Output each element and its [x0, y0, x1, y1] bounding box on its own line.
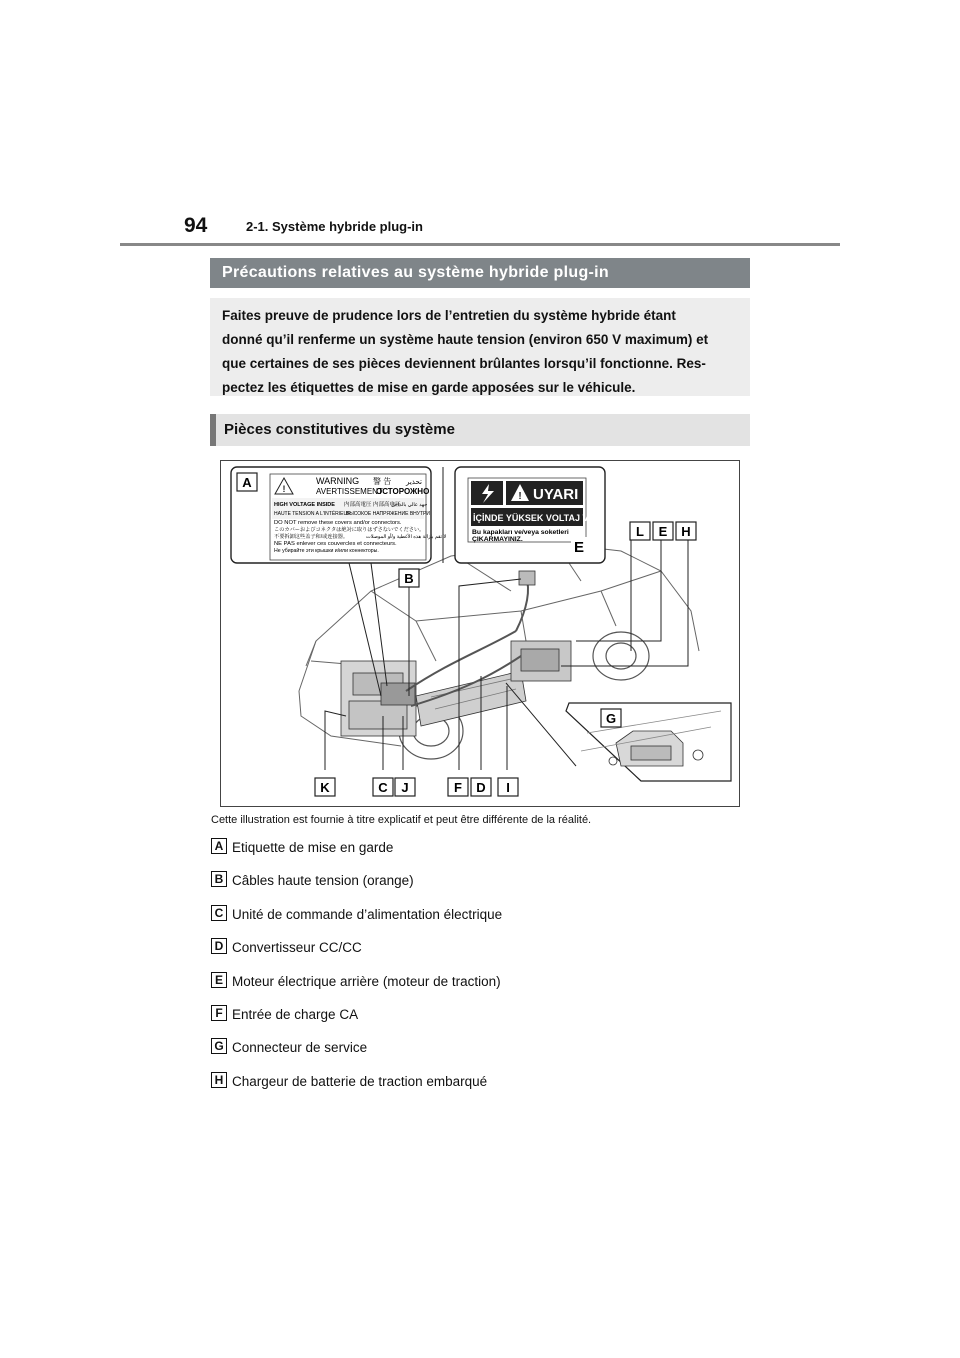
legend-text: Connecteur de service — [232, 1040, 368, 1056]
legend-text: Chargeur de batterie de traction embarqué — [232, 1073, 488, 1089]
label-turkish-line1: Bu kapakları ve/veya soketleri — [472, 529, 569, 536]
label-russian-title: ОСТОРОЖНО — [376, 487, 430, 496]
subsection-title: Pièces constitutives du système — [210, 414, 750, 446]
callout-b — [399, 569, 419, 587]
label-jp-line: このカバーおよびコネクタは絶対に取りはずさないでください。 — [274, 527, 425, 533]
legend-letter: A — [211, 838, 227, 854]
page-number: 94 — [184, 214, 208, 237]
callout-h-label: H — [681, 524, 691, 539]
callout-e-label-text: E — [658, 524, 668, 539]
section-title: Précautions relatives au système hybride plug-in — [210, 258, 750, 288]
charge-inlet — [519, 571, 535, 585]
intro-line: pectez les étiquettes de mise en garde apposées sur le véhicule. — [222, 380, 636, 395]
system-components-figure — [220, 460, 740, 807]
label-avertissement: AVERTISSEMENT — [316, 487, 383, 496]
legend-letter: E — [211, 972, 227, 988]
legend-text: Convertisseur CC/CC — [232, 940, 362, 956]
intro-line: donné qu’il renferme un système haute tension (environ 650 V maximum) et — [222, 332, 709, 347]
callout-c — [373, 778, 393, 796]
vehicle-illustration — [221, 461, 741, 808]
label-russian-inside: ВЫСОКОЕ НАПРЯЖЕНИЕ ВНУТРИ — [346, 511, 430, 517]
intro-line: que certaines de ses pièces deviennent brûlantes lorsqu’il fonctionne. Res- — [222, 356, 706, 371]
figure-caption: Cette illustration est fournie à titre explicatif et peut être différente de la réalité. — [211, 814, 592, 826]
callout-j — [395, 778, 415, 796]
intro-box — [210, 298, 750, 396]
callout-i — [498, 778, 518, 796]
callout-f — [448, 778, 468, 796]
callout-g-label: G — [605, 711, 617, 726]
callout-a-label: A — [242, 475, 252, 490]
label-arabic-inside: جهد عالي بالداخل — [391, 502, 428, 508]
callout-i-label: I — [506, 780, 510, 795]
svg-text:!: ! — [282, 484, 286, 494]
callout-h — [676, 522, 696, 540]
label-high-voltage: HIGH VOLTAGE INSIDE — [274, 502, 335, 508]
label-warning: WARNING — [316, 476, 360, 486]
legend-text: Etiquette de mise en garde — [232, 840, 394, 855]
service-connector-inset — [566, 703, 731, 781]
callout-e-on-label: E — [573, 539, 585, 556]
legend-letter: H — [211, 1072, 227, 1088]
callout-f-label: F — [454, 780, 462, 795]
label-haute-tension: HAUTE TENSION A L'INTÉRIEUR — [274, 511, 351, 517]
callout-k — [315, 778, 335, 796]
legend-text: Entrée de charge CA — [232, 1006, 359, 1022]
label-warning-jp: 警 告 — [373, 477, 392, 486]
legend-letter: C — [211, 905, 227, 921]
label-turkish-title: İÇİNDE YÜKSEK VOLTAJ VAR — [473, 513, 601, 523]
callout-d — [471, 778, 491, 796]
callout-l — [630, 522, 650, 540]
label-fr-line: NE PAS enlever ces couvercles et connecteurs. — [274, 541, 397, 547]
label-ru-line: Не убирайте эти крышки и/или коннекторы. — [274, 548, 379, 554]
callout-j-label: J — [401, 780, 409, 795]
warning-label-left — [231, 467, 446, 563]
callout-a — [237, 473, 257, 491]
legend-letter: F — [211, 1005, 227, 1021]
label-turkish-line2: ÇIKARMAYINIZ. — [472, 536, 523, 543]
label-jp-inside: 内部高電圧 内部高电压 — [344, 502, 401, 508]
legend-text: Moteur électrique arrière (moteur de traction) — [232, 973, 501, 989]
label-cn-line: 不要拆卸这些盖子和/或连接器。 — [274, 534, 349, 540]
section-label: 2-1. Système hybride plug-in — [246, 219, 423, 234]
callout-c-label: C — [378, 780, 388, 795]
callout-b-label: B — [404, 571, 414, 586]
legend-text: Unité de commande d’alimentation électrique — [232, 906, 503, 922]
callout-e-label — [571, 537, 587, 556]
callout-g — [601, 709, 621, 727]
legend-text: Câbles haute tension (orange) — [232, 873, 414, 889]
label-en-line: DO NOT remove these covers and/or connectors. — [274, 520, 402, 526]
svg-text:!: ! — [518, 491, 522, 502]
label-uyari: UYARI — [533, 486, 579, 503]
legend-letter: G — [211, 1038, 227, 1054]
engine-block — [341, 661, 416, 736]
label-arabic-top: تحذير — [406, 479, 422, 486]
rear-motor — [511, 641, 571, 681]
legend-letter: D — [211, 938, 227, 954]
callout-l-label: L — [636, 524, 644, 539]
header-rule — [120, 243, 840, 246]
callout-e — [653, 522, 673, 540]
label-arabic-line: لا تقم بإزالة هذه الأغطية و/أو الموصلات — [366, 534, 447, 540]
callout-d-label: D — [476, 780, 486, 795]
callout-k-label: K — [320, 780, 330, 795]
intro-line: Faites preuve de prudence lors de l’entretien du système hybride étant — [222, 308, 676, 323]
legend-letter: B — [211, 871, 227, 887]
